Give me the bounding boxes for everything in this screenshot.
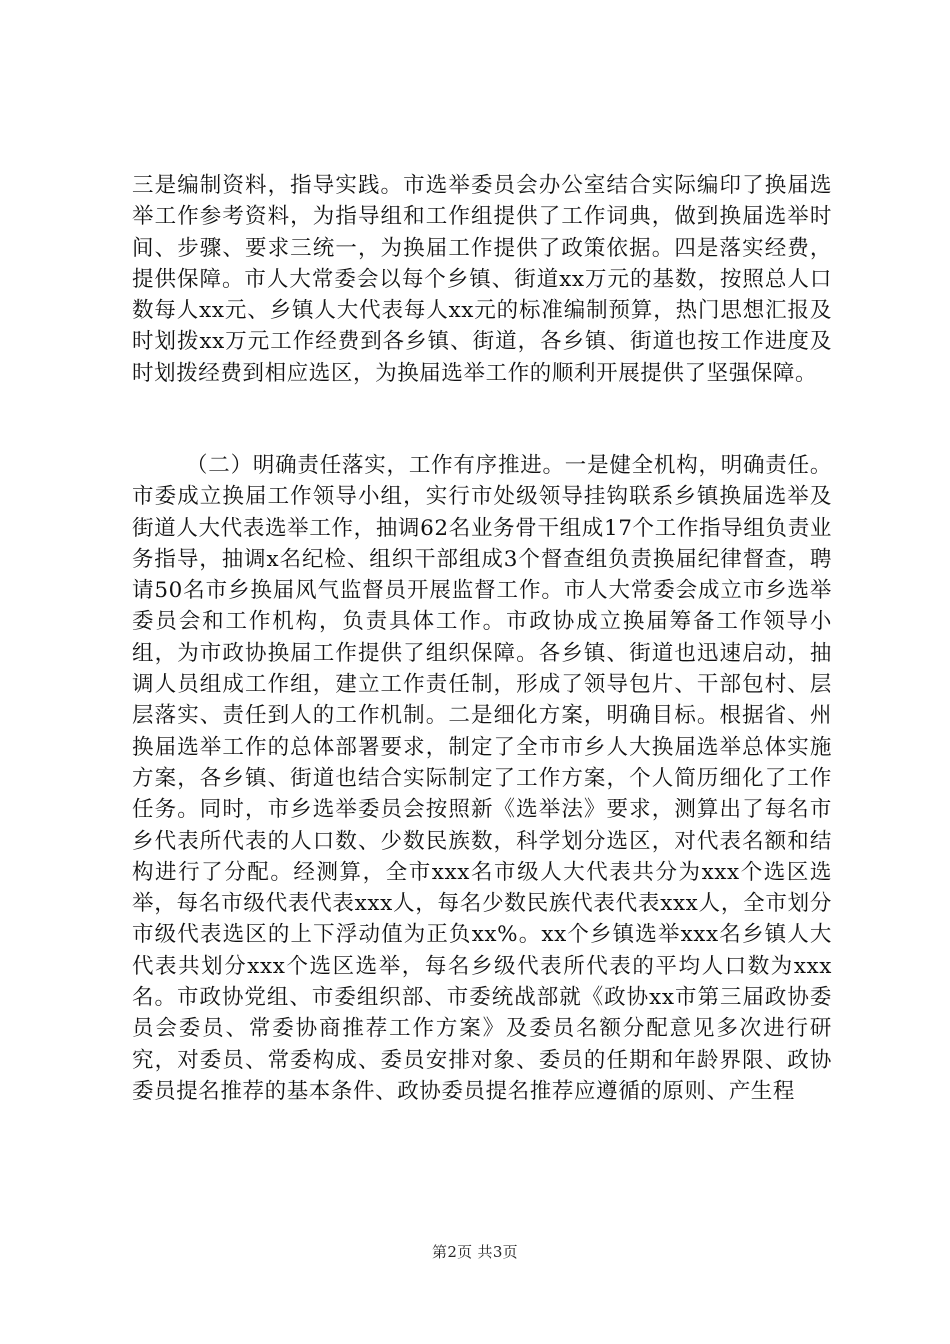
page-footer: 第2页 共3页 [432, 1243, 518, 1261]
paragraph-text: 三是编制资料，指导实践。市选举委员会办公室结合实际编印了换届选举工作参考资料，为指导组和工作组提供了工作词典，做到换届选举时间、步骤、要求三统一，为换届工作提供了政策依据。四是落实经费，提供保障。市人大常委会以每个乡镇、街道xx万元的基数，按照总人口数每人xx元、乡镇人大代表每人xx元的标准编制预算，热门思想汇报及时划拨xx万元工作经费到各乡镇、街道，各乡镇、街道也按工作进度及时划拨经费到相应选区，为换届选举工作的顺利开展提供了坚强保障。 [132, 173, 832, 386]
paragraph-responsibility [132, 450, 832, 1107]
paragraph-funding [132, 170, 832, 389]
paragraph-text: （二）明确责任落实，工作有序推进。一是健全机构，明确责任。市委成立换届工作领导小组，实行市处级领导挂钩联系乡镇换届选举及街道人大代表选举工作，抽调62名业务骨干组成17个工作指导组负责业务指导，抽调x名纪检、组织干部组成3个督查组负责换届纪律督查，聘请50名市乡换届风气监督员开展监督工作。市人大常委会成立市乡选举委员会和工作机构，负责具体工作。市政协成立换届筹备工作领导小组，为市政协换届工作提供了组织保障。各乡镇、街道也迅速启动，抽调人员组成工作组，建立工作责任制，形成了领导包片、干部包村、层层落实、责任到人的工作机制。二是细化方案，明确目标。根据省、州换届选举工作的总体部署要求，制定了全市市乡人大换届选举总体实施方案，各乡镇、街道也结合实际制定了工作方案，个人简历细化了工作任务。同时，市乡选举委员会按照新《选举法》要求，测算出了每名市乡代表所代表的人口数、少数民族数，科学划分选区，对代表名额和结构进行了分配。经测算，全市xxx名市级人大代表共分为xxx个选区选举，每名市级代表代表xxx人，每名少数民族代表代表xxx人，全市划分市级代表选区的上下浮动值为正负xx%。xx个乡镇选举xxx名乡镇人大代表共划分xxx个选区选举，每名乡级代表所代表的平均人口数为xxx名。市政协党组、市委组织部、市委统战部就《政协xx市第三届政协委员会委员、常委协商推荐工作方案》及委员名额分配意见多次进行研究，对委员、常委构成、委员安排对象、委员的任期和年龄界限、政协委员提名推荐的基本条件、政协委员提名推荐应遵循的原则、产生程 [132, 453, 832, 1104]
